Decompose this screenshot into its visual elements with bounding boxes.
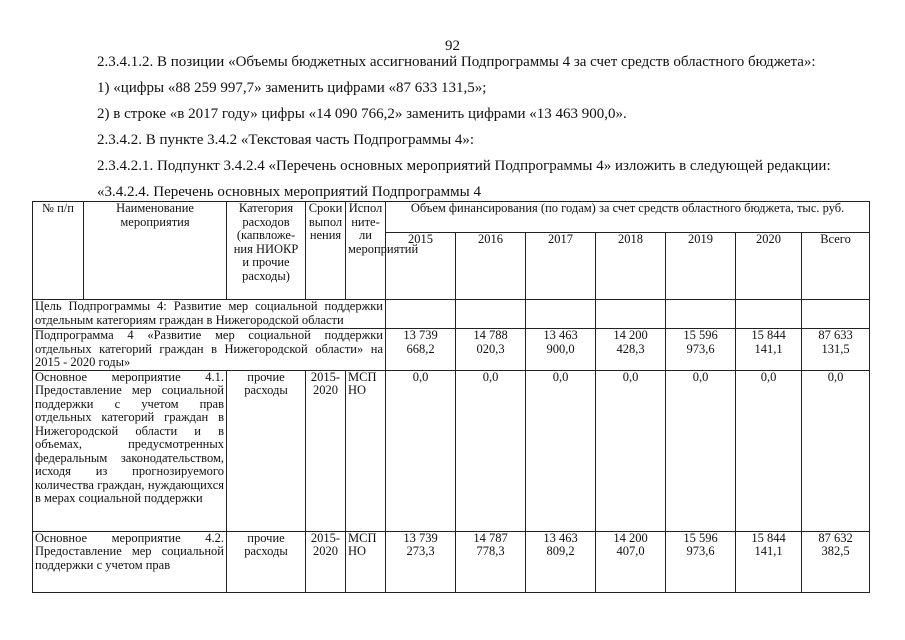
measure-value: 0,0 — [386, 370, 456, 531]
measure-value: 0,0 — [456, 370, 526, 531]
header-funding: Объем финансирования (по годам) за счет средств областного бюджета, тыс. руб. — [386, 202, 870, 233]
empty-cell — [666, 300, 736, 329]
measure-value: 15 844 141,1 — [736, 531, 802, 592]
header-name: Наименование мероприятия — [84, 202, 227, 300]
page-number: 92 — [445, 38, 460, 54]
measure-executor: МСП НО — [346, 531, 386, 592]
paragraph-replace-total: 1) «цифры «88 259 997,7» заменить цифрами «87 633 131,5»; — [97, 80, 487, 96]
subprogram-value: 14 200 428,3 — [596, 329, 666, 371]
header-category: Категория расходов (капвложе-ния НИОКР и прочие расходы) — [227, 202, 306, 300]
measure-value: 13 463 809,2 — [526, 531, 596, 592]
measure-value: 14 200 407,0 — [596, 531, 666, 592]
header-year: 2020 — [736, 233, 802, 300]
header-year: 2019 — [666, 233, 736, 300]
header-num: № п/п — [33, 202, 84, 300]
measure-value: 0,0 — [526, 370, 596, 531]
measure-value: 0,0 — [596, 370, 666, 531]
subprogram-value: 14 788 020,3 — [456, 329, 526, 371]
subprogram-value: 13 739 668,2 — [386, 329, 456, 371]
empty-cell — [526, 300, 596, 329]
measure-terms: 2015-2020 — [306, 531, 346, 592]
measure-total: 87 632 382,5 — [802, 531, 870, 592]
measure-category: прочие расходы — [227, 370, 306, 531]
paragraph-budget-position: 2.3.4.1.2. В позиции «Объемы бюджетных ассигнований Подпрограммы 4 за счет средств областного бюджета»: — [97, 54, 816, 70]
measure-category: прочие расходы — [227, 531, 306, 592]
measure-value: 0,0 — [736, 370, 802, 531]
measure-value: 13 739 273,3 — [386, 531, 456, 592]
subprogram-value: 13 463 900,0 — [526, 329, 596, 371]
paragraph-list-title: «3.4.2.4. Перечень основных мероприятий Подпрограммы 4 — [97, 184, 481, 200]
measure-value: 14 787 778,3 — [456, 531, 526, 592]
empty-cell — [386, 300, 456, 329]
measures-table — [32, 201, 870, 593]
subprogram-value: 15 596 973,6 — [666, 329, 736, 371]
measure-total: 0,0 — [802, 370, 870, 531]
header-year: 2017 — [526, 233, 596, 300]
measure-value: 15 596 973,6 — [666, 531, 736, 592]
header-total: Всего — [802, 233, 870, 300]
subprogram-total: 87 633 131,5 — [802, 329, 870, 371]
measure-executor: МСП НО — [346, 370, 386, 531]
subprogram-name: Подпрограмма 4 «Развитие мер социальной поддержки отдельных категорий граждан в Нижегородской области» на 2015 - 2020 годы» — [33, 329, 386, 371]
header-executors: Испол ните- ли мероприятий — [346, 202, 386, 300]
paragraph-text-section: 2.3.4.2. В пункте 3.4.2 «Текстовая часть Подпрограммы 4»: — [97, 132, 475, 148]
header-terms: Сроки выпол нения — [306, 202, 346, 300]
paragraph-replace-2017: 2) в строке «в 2017 году» цифры «14 090 766,2» заменить цифрами «13 463 900,0». — [97, 106, 627, 122]
header-year: 2015 — [386, 233, 456, 300]
empty-cell — [596, 300, 666, 329]
measure-name: Основное мероприятие 4.1. Предоставление мер социальной поддержки с учетом прав отдельных категорий граждан в Нижегородской области и в объемах, предусмотренных федеральным законодательством, исходя из прогнозируемого количества граждан, нуждающихся в мерах социальной поддержки — [33, 370, 227, 531]
goal-cell: Цель Подпрограммы 4: Развитие мер социальной поддержки отдельным категориям граждан в Нижегородской области — [33, 300, 386, 329]
header-year: 2018 — [596, 233, 666, 300]
measure-terms: 2015-2020 — [306, 370, 346, 531]
measure-value: 0,0 — [666, 370, 736, 531]
header-year: 2016 — [456, 233, 526, 300]
subprogram-value: 15 844 141,1 — [736, 329, 802, 371]
paragraph-subitem: 2.3.4.2.1. Подпункт 3.4.2.4 «Перечень основных мероприятий Подпрограммы 4» изложить в следующей редакции: — [97, 158, 831, 174]
empty-cell — [802, 300, 870, 329]
empty-cell — [736, 300, 802, 329]
empty-cell — [456, 300, 526, 329]
measure-name: Основное мероприятие 4.2. Предоставление мер социальной поддержки с учетом прав — [33, 531, 227, 592]
